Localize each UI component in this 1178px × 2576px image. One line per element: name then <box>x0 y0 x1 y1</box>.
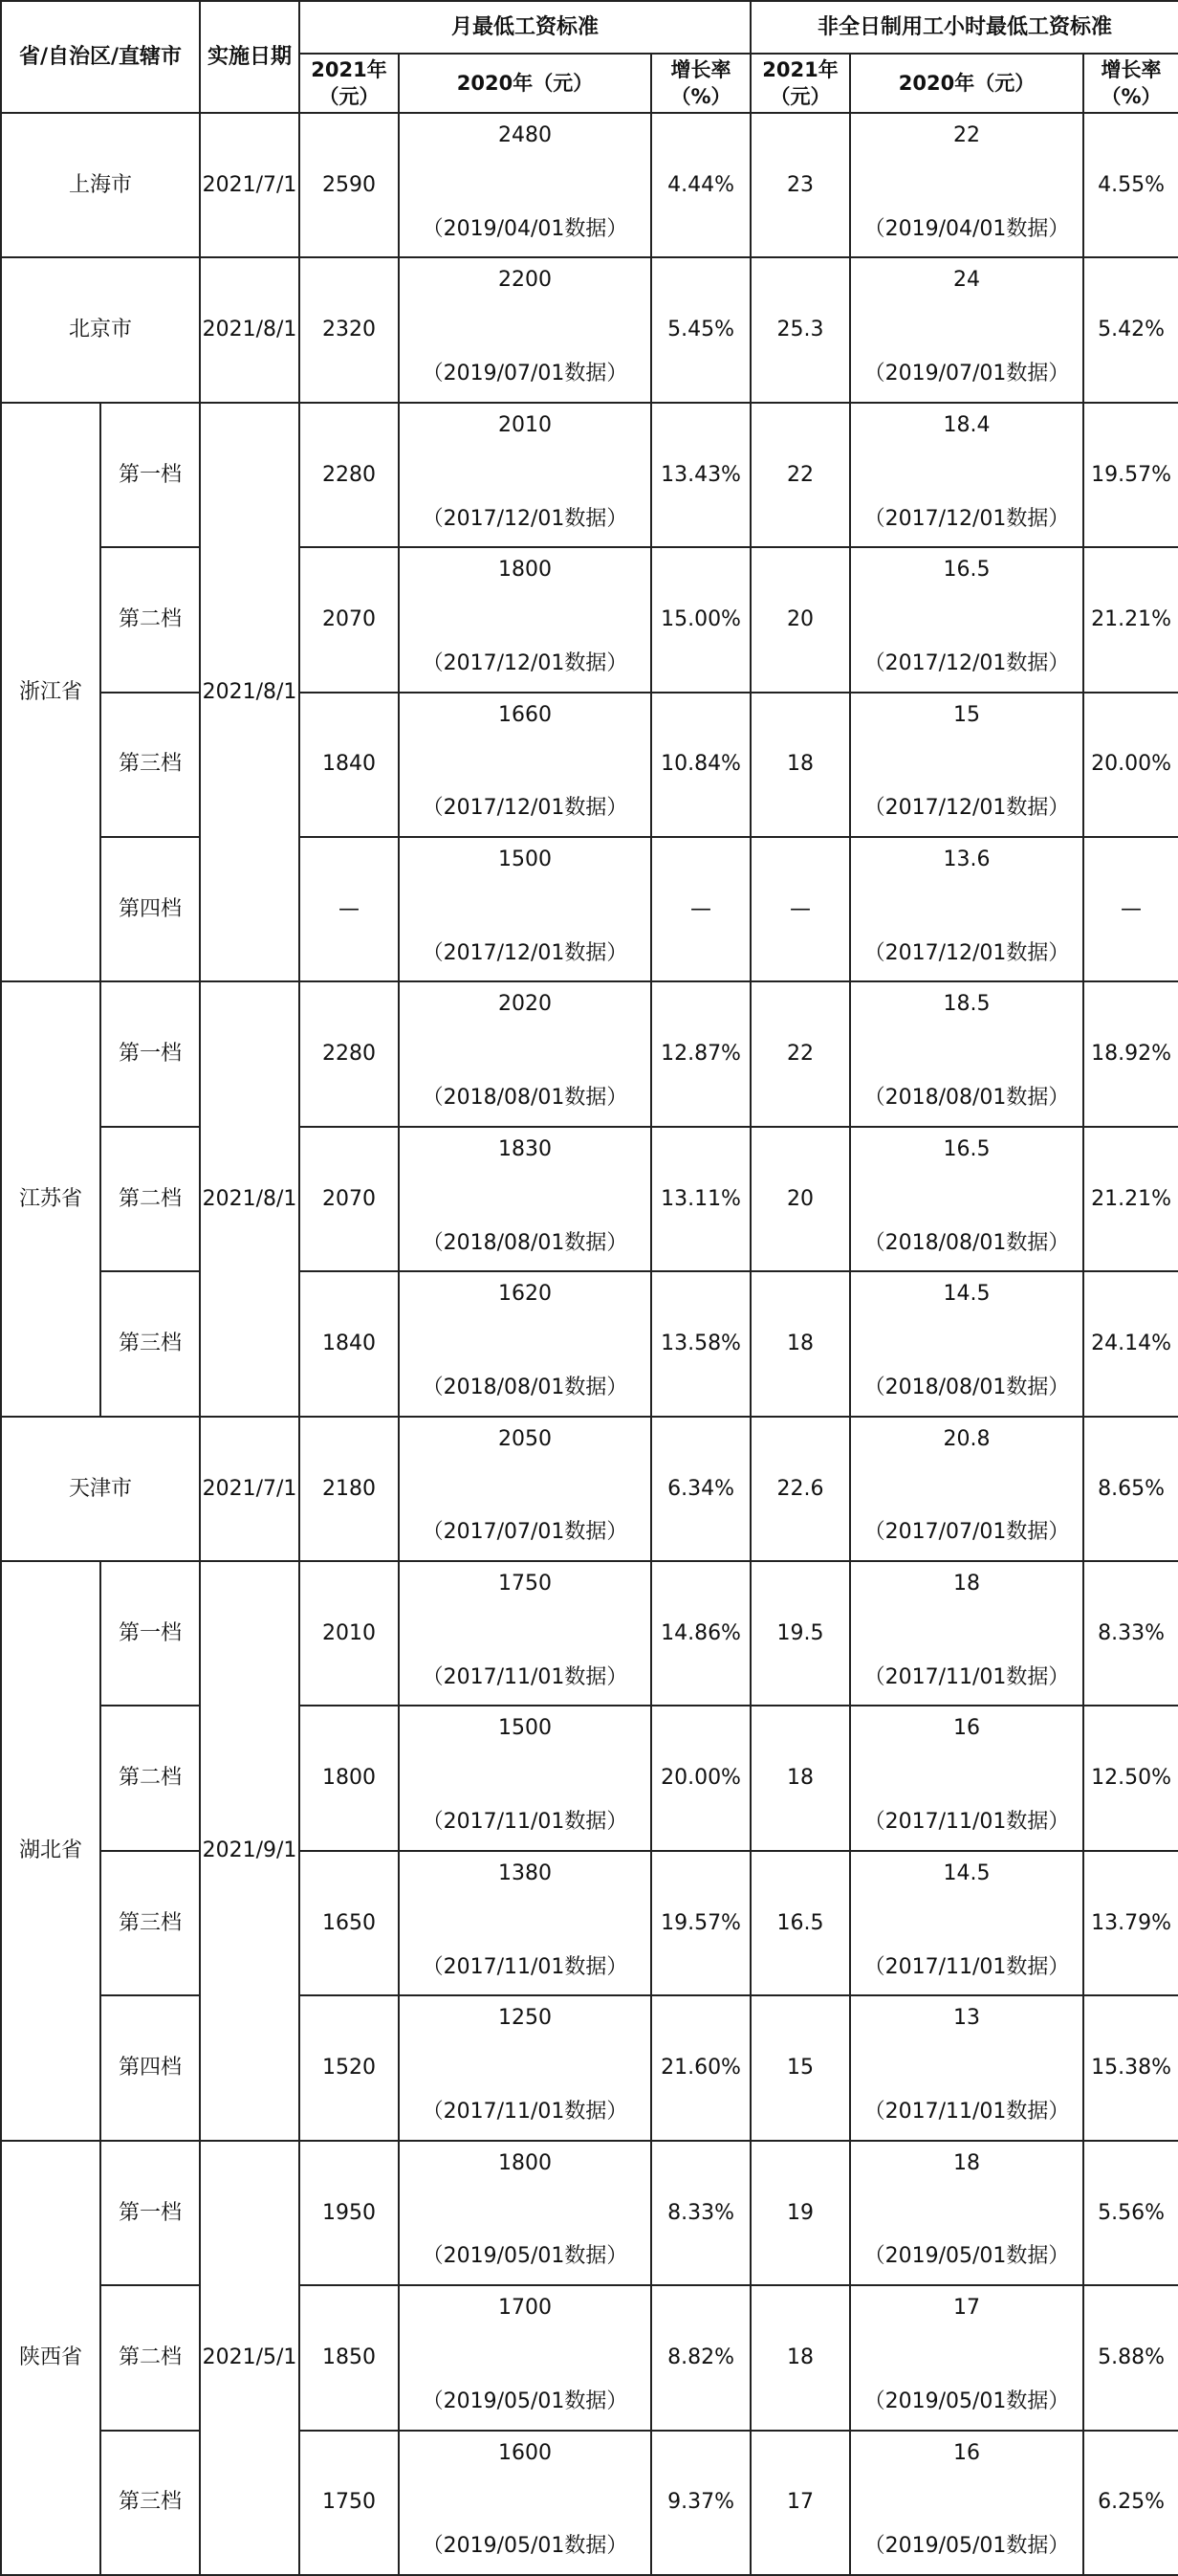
hourly-growth-cell: 8.33% <box>1083 1561 1178 1706</box>
hourly-2020-cell-note: （2017/12/01数据） <box>863 650 1070 675</box>
monthly-2020-cell <box>399 403 651 547</box>
monthly-2020-cell <box>399 2285 651 2430</box>
monthly-2021-cell: 1650 <box>299 1851 399 1995</box>
tier-cell: 第二档 <box>100 1706 200 1850</box>
monthly-2020-cell-content <box>400 1562 650 1705</box>
table-row <box>1 2285 1178 2430</box>
tier-cell: 第二档 <box>100 1127 200 1271</box>
hourly-2020-cell-content <box>851 694 1082 836</box>
hourly-growth-cell: 8.65% <box>1083 1417 1178 1561</box>
hourly-2021-cell: 18 <box>751 2285 850 2430</box>
hourly-2020-cell <box>850 1561 1083 1706</box>
hourly-2021-cell: 17 <box>751 2431 850 2576</box>
hourly-2020-cell <box>850 403 1083 547</box>
hourly-2020-cell-content <box>851 258 1082 401</box>
hourly-growth-cell: 13.79% <box>1083 1851 1178 1995</box>
date-cell: 2021/8/1 <box>200 403 299 982</box>
monthly-growth-cell: — <box>651 837 751 981</box>
table-row <box>1 1995 1178 2140</box>
monthly-growth-cell: 5.45% <box>651 257 751 402</box>
hourly-2020-cell <box>850 1127 1083 1271</box>
hourly-2021-cell: 22 <box>751 981 850 1126</box>
hourly-2020-cell <box>850 981 1083 1126</box>
table-row <box>1 2141 1178 2285</box>
date-cell: 2021/5/1 <box>200 2141 299 2575</box>
monthly-growth-cell: 8.33% <box>651 2141 751 2285</box>
hourly-2021-cell: 18 <box>751 1706 850 1850</box>
hourly-2020-cell <box>850 113 1083 257</box>
monthly-2020-cell <box>399 2141 651 2285</box>
monthly-growth-cell: 13.11% <box>651 1127 751 1271</box>
monthly-2020-cell <box>399 1561 651 1706</box>
hourly-2020-cell-content <box>851 1128 1082 1270</box>
hourly-2020-cell-content <box>851 982 1082 1125</box>
monthly-2020-cell-value: 1250 <box>498 2006 553 2031</box>
monthly-growth-cell: 4.44% <box>651 113 751 257</box>
hourly-growth-cell: 21.21% <box>1083 1127 1178 1271</box>
monthly-growth-cell: 8.82% <box>651 2285 751 2430</box>
monthly-2021-cell: 1520 <box>299 1995 399 2140</box>
tier-cell: 第二档 <box>100 2285 200 2430</box>
monthly-2021-cell: 1950 <box>299 2141 399 2285</box>
monthly-2020-cell <box>399 2431 651 2576</box>
tier-cell: 第一档 <box>100 981 200 1126</box>
monthly-2020-cell-content <box>400 548 650 691</box>
monthly-2021-cell: 1850 <box>299 2285 399 2430</box>
monthly-2020-cell-note: （2018/08/01数据） <box>422 1230 628 1255</box>
table-row <box>1 2431 1178 2576</box>
region-cell: 天津市 <box>1 1417 200 1561</box>
hourly-2020-cell <box>850 2431 1083 2576</box>
monthly-2020-cell-content <box>400 694 650 836</box>
date-cell: 2021/8/1 <box>200 981 299 1416</box>
monthly-2020-cell-note: （2017/11/01数据） <box>422 1664 628 1689</box>
table-row <box>1 1417 1178 1561</box>
monthly-2020-cell-content <box>400 1996 650 2139</box>
hourly-growth-cell: 5.88% <box>1083 2285 1178 2430</box>
hourly-2020-cell-content <box>851 548 1082 691</box>
hourly-growth-cell: — <box>1083 837 1178 981</box>
tier-cell: 第四档 <box>100 837 200 981</box>
hourly-growth-cell: 5.42% <box>1083 257 1178 402</box>
monthly-2020-cell <box>399 257 651 402</box>
hourly-2020-cell <box>850 1995 1083 2140</box>
hourly-2021-cell: 22.6 <box>751 1417 850 1561</box>
monthly-2021-cell: 1750 <box>299 2431 399 2576</box>
hourly-2020-cell-content <box>851 1852 1082 1994</box>
hourly-2020-cell <box>850 1851 1083 1995</box>
monthly-growth-cell: 13.43% <box>651 403 751 547</box>
hourly-growth-cell: 5.56% <box>1083 2141 1178 2285</box>
monthly-2020-cell-content <box>400 982 650 1125</box>
hourly-2020-cell <box>850 2285 1083 2430</box>
hourly-2021-cell: — <box>751 837 850 981</box>
hourly-2020-cell-value: 18 <box>953 1572 981 1596</box>
hourly-2020-cell-value: 14.5 <box>943 1282 991 1307</box>
header-date: 实施日期 <box>200 1 299 113</box>
monthly-2020-cell-content <box>400 1418 650 1560</box>
hourly-2020-cell-content <box>851 2286 1082 2429</box>
header-hourly-growth: 增长率（%） <box>1083 54 1178 113</box>
hourly-2020-cell-note: （2019/05/01数据） <box>863 2534 1070 2559</box>
hourly-2020-cell-note: （2017/07/01数据） <box>863 1520 1070 1545</box>
date-cell: 2021/9/1 <box>200 1561 299 2141</box>
monthly-growth-cell: 10.84% <box>651 693 751 837</box>
hourly-2020-cell <box>850 837 1083 981</box>
monthly-2020-cell-content <box>400 1706 650 1849</box>
hourly-2021-cell: 16.5 <box>751 1851 850 1995</box>
hourly-2020-cell-content <box>851 404 1082 546</box>
hourly-growth-cell: 24.14% <box>1083 1271 1178 1416</box>
monthly-growth-cell: 12.87% <box>651 981 751 1126</box>
hourly-2020-cell-content <box>851 114 1082 256</box>
region-cell: 江苏省 <box>1 981 100 1416</box>
tier-cell: 第三档 <box>100 1271 200 1416</box>
monthly-2020-cell <box>399 1417 651 1561</box>
hourly-2020-cell-content <box>851 2432 1082 2575</box>
monthly-2020-cell <box>399 1706 651 1850</box>
hourly-2020-cell-content <box>851 1706 1082 1849</box>
hourly-2020-cell-value: 17 <box>953 2296 981 2321</box>
monthly-2020-cell-note: （2017/12/01数据） <box>422 796 628 821</box>
header-hourly-2021: 2021年（元） <box>751 54 850 113</box>
monthly-2020-cell-note: （2017/11/01数据） <box>422 1954 628 1979</box>
hourly-2020-cell-note: （2017/12/01数据） <box>863 506 1070 531</box>
hourly-growth-cell: 4.55% <box>1083 113 1178 257</box>
table-row <box>1 257 1178 402</box>
table-row <box>1 1706 1178 1850</box>
monthly-2021-cell: 2590 <box>299 113 399 257</box>
monthly-2020-cell-note: （2018/08/01数据） <box>422 1375 628 1399</box>
header-region: 省/自治区/直辖市 <box>1 1 200 113</box>
monthly-growth-cell: 13.58% <box>651 1271 751 1416</box>
hourly-2020-cell-content <box>851 838 1082 980</box>
tier-cell: 第一档 <box>100 1561 200 1706</box>
monthly-2021-cell: 1840 <box>299 693 399 837</box>
monthly-2020-cell <box>399 981 651 1126</box>
monthly-2020-cell-value: 1750 <box>498 1572 553 1596</box>
hourly-2020-cell-value: 20.8 <box>943 1426 991 1451</box>
monthly-2020-cell-note: （2019/07/01数据） <box>422 362 628 386</box>
tier-cell: 第三档 <box>100 1851 200 1995</box>
header-monthly: 月最低工资标准 <box>299 1 751 54</box>
monthly-2020-cell-note: （2019/05/01数据） <box>422 2244 628 2269</box>
monthly-2021-cell: 2010 <box>299 1561 399 1706</box>
monthly-2020-cell-content <box>400 404 650 546</box>
hourly-2021-cell: 18 <box>751 693 850 837</box>
table-row <box>1 1127 1178 1271</box>
monthly-2020-cell <box>399 693 651 837</box>
monthly-growth-cell: 6.34% <box>651 1417 751 1561</box>
table-row <box>1 837 1178 981</box>
monthly-2020-cell-value: 1660 <box>498 702 553 727</box>
monthly-2020-cell-value: 1620 <box>498 1282 553 1307</box>
monthly-2020-cell-value: 1500 <box>498 1716 553 1741</box>
table-row <box>1 113 1178 257</box>
tier-cell: 第三档 <box>100 693 200 837</box>
region-cell: 北京市 <box>1 257 200 402</box>
hourly-2021-cell: 19.5 <box>751 1561 850 1706</box>
monthly-2020-cell-value: 1500 <box>498 848 553 872</box>
monthly-growth-cell: 15.00% <box>651 547 751 692</box>
hourly-2020-cell-note: （2017/12/01数据） <box>863 940 1070 965</box>
monthly-2020-cell-note: （2019/05/01数据） <box>422 2389 628 2413</box>
monthly-2020-cell <box>399 547 651 692</box>
hourly-2021-cell: 25.3 <box>751 257 850 402</box>
tier-cell: 第一档 <box>100 2141 200 2285</box>
monthly-2020-cell <box>399 1127 651 1271</box>
hourly-2020-cell-value: 18.4 <box>943 412 991 437</box>
monthly-2021-cell: 2180 <box>299 1417 399 1561</box>
monthly-2020-cell <box>399 1995 651 2140</box>
hourly-2020-cell-note: （2017/11/01数据） <box>863 1810 1070 1835</box>
hourly-growth-cell: 21.21% <box>1083 547 1178 692</box>
monthly-2020-cell-content <box>400 1852 650 1994</box>
monthly-growth-cell: 20.00% <box>651 1706 751 1850</box>
hourly-growth-cell: 18.92% <box>1083 981 1178 1126</box>
monthly-2020-cell-value: 2050 <box>498 1426 553 1451</box>
region-cell: 浙江省 <box>1 403 100 982</box>
hourly-2020-cell-note: （2018/08/01数据） <box>863 1375 1070 1399</box>
hourly-2020-cell-note: （2019/07/01数据） <box>863 362 1070 386</box>
hourly-2020-cell-value: 16.5 <box>943 558 991 583</box>
monthly-2021-cell: 2280 <box>299 403 399 547</box>
monthly-2020-cell-note: （2019/04/01数据） <box>422 216 628 241</box>
hourly-growth-cell: 20.00% <box>1083 693 1178 837</box>
hourly-2020-cell <box>850 2141 1083 2285</box>
tier-cell: 第一档 <box>100 403 200 547</box>
hourly-2020-cell <box>850 1706 1083 1850</box>
hourly-2020-cell <box>850 693 1083 837</box>
monthly-2020-cell-content <box>400 2286 650 2429</box>
tier-cell: 第二档 <box>100 547 200 692</box>
header-hourly: 非全日制用工小时最低工资标准 <box>751 1 1178 54</box>
hourly-2020-cell-content <box>851 1272 1082 1415</box>
table-header <box>1 1 1178 113</box>
monthly-2020-cell <box>399 113 651 257</box>
monthly-growth-cell: 14.86% <box>651 1561 751 1706</box>
monthly-2020-cell-value: 1800 <box>498 558 553 583</box>
hourly-2020-cell-content <box>851 2142 1082 2284</box>
hourly-2020-cell-value: 18.5 <box>943 992 991 1017</box>
hourly-2020-cell-content <box>851 1996 1082 2139</box>
hourly-2020-cell-value: 14.5 <box>943 1860 991 1885</box>
hourly-2020-cell-value: 13.6 <box>943 848 991 872</box>
hourly-2021-cell: 19 <box>751 2141 850 2285</box>
table-row <box>1 547 1178 692</box>
monthly-2020-cell-note: （2017/07/01数据） <box>422 1520 628 1545</box>
monthly-growth-cell: 9.37% <box>651 2431 751 2576</box>
monthly-2020-cell-note: （2017/11/01数据） <box>422 1810 628 1835</box>
hourly-2020-cell-value: 16 <box>953 2440 981 2465</box>
monthly-2020-cell-content <box>400 1272 650 1415</box>
hourly-2020-cell-value: 15 <box>953 702 981 727</box>
table-row <box>1 1851 1178 1995</box>
hourly-2021-cell: 20 <box>751 547 850 692</box>
hourly-2020-cell-value: 18 <box>953 2150 981 2175</box>
date-cell: 2021/8/1 <box>200 257 299 402</box>
hourly-2021-cell: 20 <box>751 1127 850 1271</box>
date-cell: 2021/7/1 <box>200 113 299 257</box>
table-body <box>1 113 1178 2575</box>
hourly-growth-cell: 6.25% <box>1083 2431 1178 2576</box>
monthly-2020-cell-note: （2017/12/01数据） <box>422 650 628 675</box>
monthly-2021-cell: 1800 <box>299 1706 399 1850</box>
tier-cell: 第三档 <box>100 2431 200 2576</box>
monthly-2020-cell-note: （2019/05/01数据） <box>422 2534 628 2559</box>
hourly-2021-cell: 22 <box>751 403 850 547</box>
hourly-2020-cell-value: 22 <box>953 123 981 147</box>
monthly-2021-cell: 2070 <box>299 1127 399 1271</box>
hourly-2020-cell <box>850 1417 1083 1561</box>
monthly-2020-cell-value: 1600 <box>498 2440 553 2465</box>
hourly-2020-cell <box>850 547 1083 692</box>
header-hourly-2020: 2020年（元） <box>850 54 1083 113</box>
monthly-2020-cell-note: （2017/12/01数据） <box>422 940 628 965</box>
header-monthly-2020: 2020年（元） <box>399 54 651 113</box>
hourly-2020-cell-note: （2017/11/01数据） <box>863 2100 1070 2124</box>
table-row <box>1 1561 1178 1706</box>
monthly-2020-cell <box>399 837 651 981</box>
monthly-2020-cell-content <box>400 1128 650 1270</box>
monthly-2021-cell: 2280 <box>299 981 399 1126</box>
monthly-growth-cell: 21.60% <box>651 1995 751 2140</box>
hourly-2020-cell-value: 16.5 <box>943 1136 991 1161</box>
hourly-2020-cell-note: （2018/08/01数据） <box>863 1086 1070 1111</box>
monthly-2021-cell: 2320 <box>299 257 399 402</box>
hourly-2021-cell: 15 <box>751 1995 850 2140</box>
hourly-2020-cell-value: 16 <box>953 1716 981 1741</box>
monthly-2021-cell: 1840 <box>299 1271 399 1416</box>
hourly-2020-cell-note: （2019/04/01数据） <box>863 216 1070 241</box>
header-monthly-2021: 2021年（元） <box>299 54 399 113</box>
monthly-2020-cell-content <box>400 2142 650 2284</box>
hourly-growth-cell: 15.38% <box>1083 1995 1178 2140</box>
hourly-2020-cell-content <box>851 1562 1082 1705</box>
table-row <box>1 981 1178 1126</box>
monthly-2020-cell-value: 1380 <box>498 1860 553 1885</box>
hourly-2020-cell-value: 24 <box>953 268 981 293</box>
hourly-growth-cell: 12.50% <box>1083 1706 1178 1850</box>
region-cell: 上海市 <box>1 113 200 257</box>
monthly-2020-cell-note: （2017/12/01数据） <box>422 506 628 531</box>
monthly-2020-cell <box>399 1851 651 1995</box>
hourly-2020-cell-content <box>851 1418 1082 1560</box>
monthly-2020-cell-value: 2480 <box>498 123 553 147</box>
monthly-2020-cell-note: （2018/08/01数据） <box>422 1086 628 1111</box>
hourly-2020-cell-note: （2019/05/01数据） <box>863 2389 1070 2413</box>
hourly-2020-cell-note: （2017/11/01数据） <box>863 1954 1070 1979</box>
hourly-2020-cell-note: （2017/11/01数据） <box>863 1664 1070 1689</box>
hourly-growth-cell: 19.57% <box>1083 403 1178 547</box>
monthly-2020-cell-content <box>400 258 650 401</box>
hourly-2020-cell <box>850 1271 1083 1416</box>
header-monthly-growth: 增长率（%） <box>651 54 751 113</box>
monthly-2020-cell-content <box>400 838 650 980</box>
hourly-2020-cell <box>850 257 1083 402</box>
monthly-2020-cell-content <box>400 2432 650 2575</box>
monthly-2020-cell-content <box>400 114 650 256</box>
hourly-2021-cell: 23 <box>751 113 850 257</box>
hourly-2020-cell-note: （2019/05/01数据） <box>863 2244 1070 2269</box>
monthly-2020-cell <box>399 1271 651 1416</box>
hourly-2020-cell-note: （2018/08/01数据） <box>863 1230 1070 1255</box>
table-row <box>1 403 1178 547</box>
monthly-2020-cell-value: 2200 <box>498 268 553 293</box>
monthly-2020-cell-value: 2010 <box>498 412 553 437</box>
monthly-2021-cell: 2070 <box>299 547 399 692</box>
monthly-2020-cell-value: 1700 <box>498 2296 553 2321</box>
monthly-2020-cell-value: 1800 <box>498 2150 553 2175</box>
region-cell: 湖北省 <box>1 1561 100 2141</box>
table-row <box>1 693 1178 837</box>
hourly-2020-cell-value: 13 <box>953 2006 981 2031</box>
hourly-2020-cell-note: （2017/12/01数据） <box>863 796 1070 821</box>
monthly-2020-cell-note: （2017/11/01数据） <box>422 2100 628 2124</box>
monthly-growth-cell: 19.57% <box>651 1851 751 1995</box>
monthly-2020-cell-value: 2020 <box>498 992 553 1017</box>
table-row <box>1 1271 1178 1416</box>
monthly-2021-cell: — <box>299 837 399 981</box>
monthly-2020-cell-value: 1830 <box>498 1136 553 1161</box>
tier-cell: 第四档 <box>100 1995 200 2140</box>
date-cell: 2021/7/1 <box>200 1417 299 1561</box>
region-cell: 陕西省 <box>1 2141 100 2575</box>
hourly-2021-cell: 18 <box>751 1271 850 1416</box>
